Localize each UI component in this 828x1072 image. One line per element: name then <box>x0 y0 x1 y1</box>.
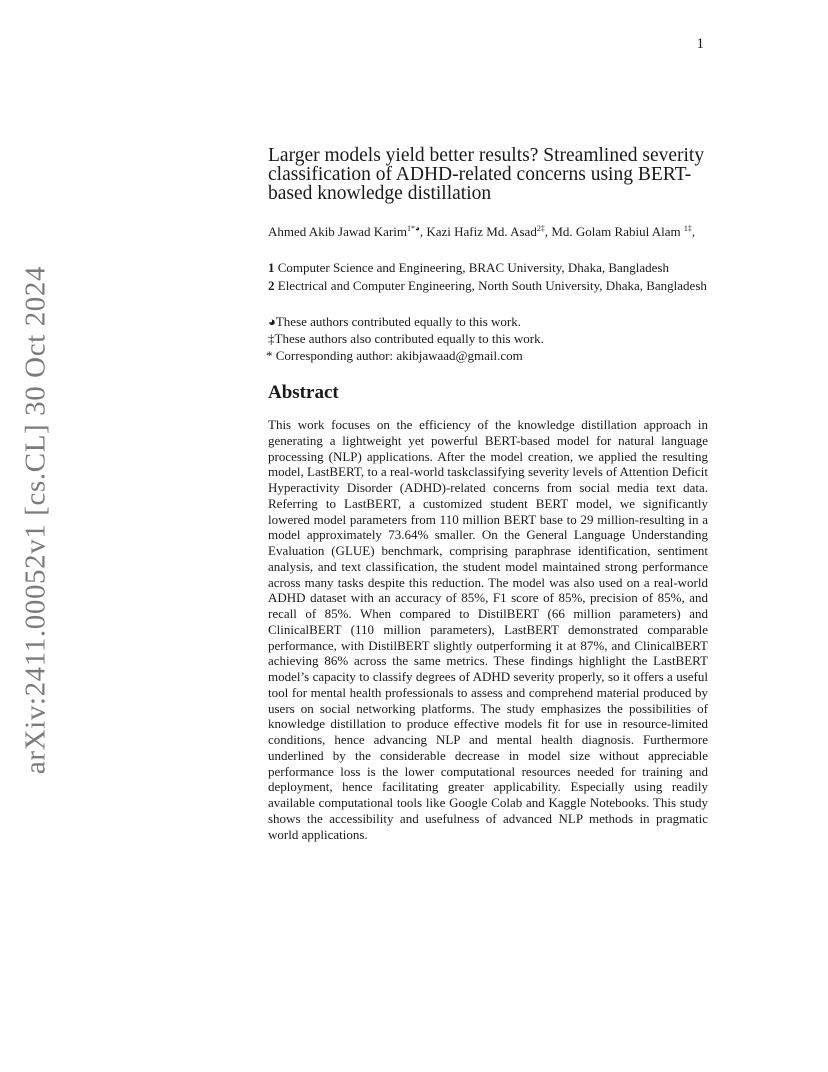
author-affiliation-mark: 2‡ <box>536 224 545 233</box>
author-name: Kazi Hafiz Md. Asad <box>426 224 537 239</box>
affiliation-item <box>268 277 708 295</box>
affiliation-text: Computer Science and Engineering, BRAC University, Dhaka, Bangladesh <box>277 260 669 275</box>
page-number: 1 <box>696 36 704 52</box>
author-name: Ahmed Akib Jawad Karim <box>268 224 408 239</box>
affiliation-list <box>268 259 708 295</box>
equal-contribution-note: ‡These authors also contributed equally to this work. <box>268 331 544 346</box>
corresponding-author-note: * Corresponding author: akibjawaad@gmail.com <box>266 348 523 363</box>
author-name: Md. Golam Rabiul Alam <box>551 224 681 239</box>
affiliation-item <box>268 259 708 277</box>
paper-title: Larger models yield better results? Streamlined severity classification of ADHD-related concerns using BERT-based knowledge distillation <box>268 145 705 204</box>
author-notes <box>268 313 708 364</box>
arxiv-identifier: arXiv:2411.00052v1 [cs.CL] 30 Oct 2024 <box>19 265 52 775</box>
author-affiliation-mark: 1‡ <box>683 224 692 233</box>
abstract-heading: Abstract <box>268 382 339 403</box>
affiliation-number: 2 <box>268 278 275 293</box>
affiliation-number: 1 <box>268 260 275 275</box>
affiliation-text: Electrical and Computer Engineering, North South University, Dhaka, Bangladesh <box>277 278 707 293</box>
abstract-text: This work focuses on the efficiency of the knowledge distillation approach in generating a lightweight yet powerful BERT-based model for natural language processing (NLP) applications. After the model creation, we applied the resulting model, LastBERT, to a real-world taskclassifying severity levels of Attention Deficit Hyperactivity Disorder (ADHD)-related concerns from social media text data. Referring to LastBERT, a customized student BERT model, we significantly lowered model parameters from 110 million BERT base to 29 million-resulting in a model approximately 73.64% smaller. On the General Language Understanding Evaluation (GLUE) benchmark, comprising paraphrase identification, sentiment analysis, and text classification, the student model maintained strong performance across many tasks despite this reduction. The model was also used on a real-world ADHD dataset with an accuracy of 85%, F1 score of 85%, precision of 85%, and recall of 85%. When compared to DistilBERT (66 million parameters) and ClinicalBERT (110 million parameters), LastBERT demonstrated comparable performance, with DistilBERT slightly outperforming it at 87%, and ClinicalBERT achieving 86% across the same metrics. These findings highlight the LastBERT model’s capacity to classify degrees of ADHD severity properly, so it offers a useful tool for mental health professionals to assess and comprehend material produced by users on social networking platforms. The study emphasizes the possibilities of knowledge distillation to produce effective models fit for use in resource-limited conditions, hence advancing NLP and mental health diagnosis. Furthermore underlined by the considerable decrease in model size without appreciable performance loss is the lower computational resources needed for training and deployment, hence facilitating greater applicability. Especially using readily available computational tools like Google Colab and Kaggle Notebooks. This study shows the accessibility and usefulness of advanced NLP methods in pragmatic world applications. <box>268 417 708 842</box>
author-affiliation-mark: 1*◕ <box>407 224 420 233</box>
paper-content <box>268 146 708 842</box>
author-list: Ahmed Akib Jawad Karim$^{1*◕}$, Kazi Hafiz Md. Asad$^{2\ddagger}$, Md. Golam Rabiul Alam $^{1\ddagger}$, <box>268 224 696 239</box>
equal-contribution-note: ◕These authors contributed equally to this work. <box>268 314 521 329</box>
